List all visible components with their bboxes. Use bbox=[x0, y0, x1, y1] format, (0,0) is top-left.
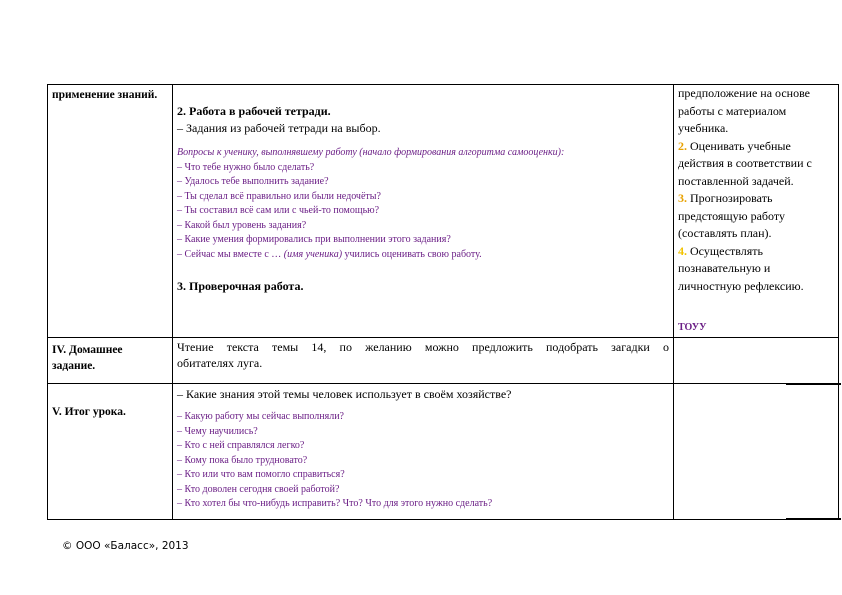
stage-cell bbox=[48, 338, 173, 384]
list-item: – Сейчас мы вместе с … (имя ученика) учились оценивать свою работу. bbox=[177, 248, 482, 260]
homework-text: Чтение текста темы 14, по желанию можно предложить подобрать загадки о bbox=[177, 340, 669, 354]
list-item: – Какой был уровень задания? bbox=[177, 219, 307, 231]
list-item: – Что тебе нужно было сделать? bbox=[177, 161, 315, 173]
table-row bbox=[48, 338, 839, 384]
list-item: – Удалось тебе выполнить задание? bbox=[177, 176, 329, 187]
list-item: – Ты сделал всё правильно или были недочёты? bbox=[177, 190, 381, 202]
outcomes-cell bbox=[674, 338, 839, 384]
stage-cell bbox=[48, 85, 173, 338]
homework-text: обитателях луга. bbox=[177, 356, 263, 370]
content-cell bbox=[173, 338, 674, 384]
content-cell bbox=[173, 85, 674, 338]
list-item: – Кто с ней справлялся легко? bbox=[177, 440, 305, 451]
stage-label: применение знаний. bbox=[52, 89, 158, 101]
outcome-item: 3. Прогнозировать предстоящую работу (составлять план). bbox=[678, 191, 785, 240]
summary-question: – Какие знания этой темы человек использует в своём хозяйстве? bbox=[177, 387, 512, 401]
stage-label: V. Итог урока. bbox=[52, 406, 126, 418]
table-row bbox=[48, 384, 839, 520]
divider bbox=[786, 383, 841, 385]
list-item: – Ты составил всё сам или с чьей-то помощью? bbox=[177, 205, 380, 216]
stage-label: IV. Домашнее задание. bbox=[52, 344, 123, 372]
outcomes-cell bbox=[674, 384, 839, 520]
table-row bbox=[48, 85, 839, 338]
list-item: – Кто доволен сегодня своей работой? bbox=[177, 483, 340, 495]
divider bbox=[786, 518, 841, 520]
outcomes-cell bbox=[674, 85, 839, 338]
content-cell bbox=[173, 384, 674, 520]
outcome-item: 4. Осуществлять познавательную и личностную рефлексию. bbox=[678, 243, 804, 293]
list-item: – Какие умения формировались при выполнении этого задания? bbox=[177, 234, 451, 245]
stage-cell bbox=[48, 384, 173, 520]
outcome-text: предположение на основе работы с материалом учебника. bbox=[678, 86, 810, 135]
questions-intro: Вопросы к ученику, выполнявшему работу (начало формирования алгоритма самооценки): bbox=[177, 147, 565, 158]
list-item: – Кому пока было трудновато? bbox=[177, 454, 308, 466]
list-item: – Чему научились? bbox=[177, 425, 258, 437]
copyright-footer: © ООО «Баласс», 2013 bbox=[62, 540, 189, 552]
lesson-table bbox=[47, 84, 839, 520]
section-title: 2. Работа в рабочей тетради. bbox=[177, 104, 331, 118]
section-text: – Задания из рабочей тетради на выбор. bbox=[177, 121, 381, 135]
list-item: – Какую работу мы сейчас выполняли? bbox=[177, 411, 344, 422]
list-item: – Кто или что вам помогло справиться? bbox=[177, 469, 345, 480]
touu-tag: ТОУУ bbox=[678, 322, 707, 333]
section-title: 3. Проверочная работа. bbox=[177, 279, 304, 293]
outcome-item: 2. Оценивать учебные действия в соответствии с поставленной задачей. bbox=[678, 138, 812, 188]
list-item: – Кто хотел бы что-нибудь исправить? Что? Что для этого нужно сделать? bbox=[177, 498, 493, 509]
